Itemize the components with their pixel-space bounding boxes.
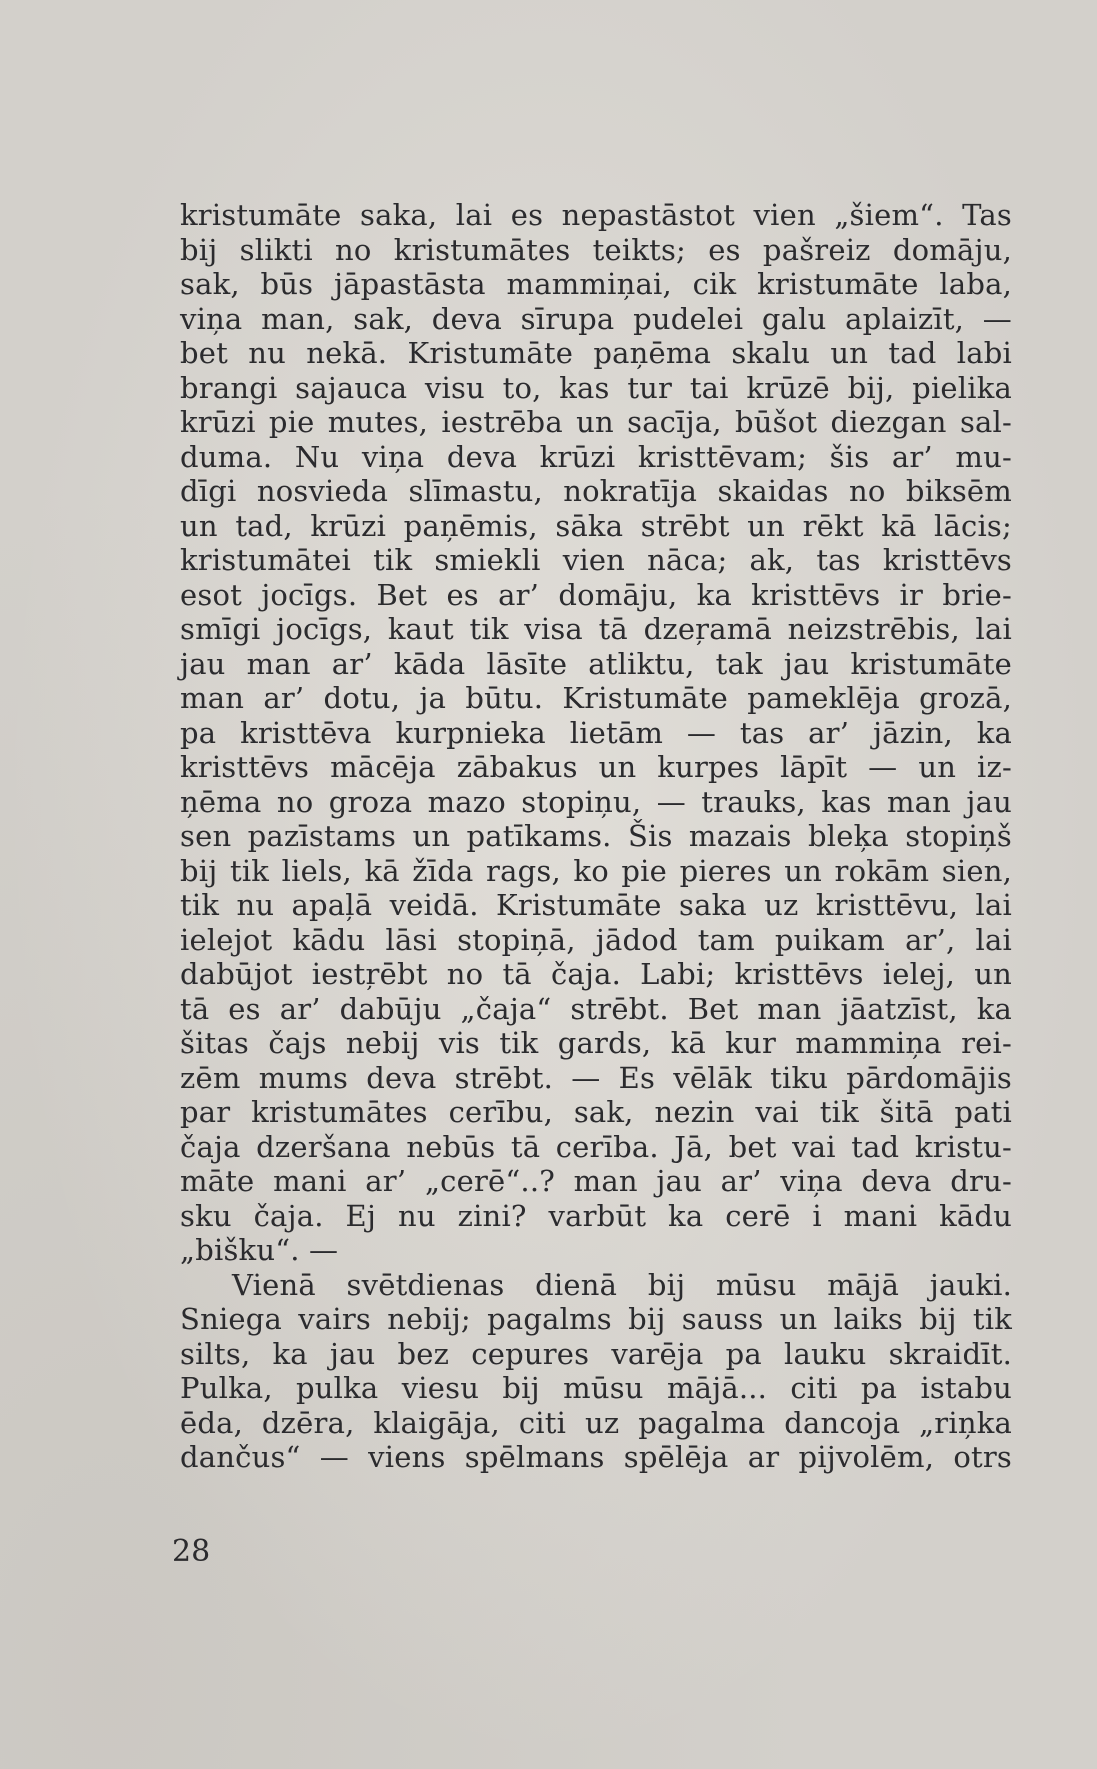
text-line: sku čaja. Ej nu zini? varbūt ka cerē i mani kādu — [180, 1198, 1012, 1233]
text-line: ņēma no groza mazo stopiņu, — trauks, kas man jau — [180, 784, 1012, 819]
text-line: tā es ar’ dabūju „čaja“ strēbt. Bet man jāatzīst, ka — [180, 991, 1012, 1026]
text-line: ielejot kādu lāsi stopiņā, jādod tam puikam ar’, lai — [180, 922, 1012, 957]
body-text — [180, 198, 1012, 1475]
text-line: sak, būs jāpastāsta mammiņai, cik kristumāte laba, — [180, 267, 1012, 301]
text-line: dīgi nosvieda slīmastu, nokratīja skaidas no biksēm — [180, 474, 1012, 508]
page-number: 28 — [172, 1534, 211, 1569]
text-line: man ar’ dotu, ja būtu. Kristumāte pameklēja grozā, — [180, 681, 1012, 715]
text-line: silts, ka jau bez cepures varēja pa lauku skraidīt. — [180, 1336, 1012, 1371]
text-line: tik nu apaļā veidā. Kristumāte saka uz kristtēvu, lai — [180, 888, 1012, 922]
text-line: bij tik liels, kā žīda rags, ko pie pieres un rokām sien, — [180, 853, 1012, 888]
text-line: kristumāte saka, lai es nepastāstot vien „šiem“. Tas — [180, 198, 1012, 232]
text-line: Pulka, pulka viesu bij mūsu mājā... citi pa istabu — [180, 1371, 1012, 1405]
text-line: dabūjot iestŗēbt no tā čaja. Labi; kristtēvs ielej, un — [180, 957, 1012, 991]
text-line: esot jocīgs. Bet es ar’ domāju, ka kristtēvs ir brie- — [180, 577, 1012, 612]
text-line: kristtēvs mācēja zābakus un kurpes lāpīt — un iz- — [180, 750, 1012, 784]
text-line: un tad, krūzi paņēmis, sāka strēbt un rēkt kā lācis; — [180, 508, 1012, 543]
text-line: bet nu nekā. Kristumāte paņēma skalu un tad labi — [180, 336, 1012, 370]
text-line: par kristumātes cerību, sak, nezin vai tik šitā pati — [180, 1095, 1012, 1129]
text-line: zēm mums deva strēbt. — Es vēlāk tiku pārdomājis — [180, 1060, 1012, 1095]
text-line: māte mani ar’ „cerē“..? man jau ar’ viņa deva dru- — [180, 1164, 1012, 1198]
text-line: jau man ar’ kāda lāsīte atliktu, tak jau kristumāte — [180, 646, 1012, 681]
text-line: šitas čajs nebij vis tik gards, kā kur mammiņa rei- — [180, 1026, 1012, 1060]
paragraph-end-line: „bišku“. — — [180, 1233, 339, 1267]
text-line: brangi sajauca visu to, kas tur tai krūzē bij, pielika — [180, 370, 1012, 405]
text-line: krūzi pie mutes, iestrēba un sacīja, būšot diezgan sal- — [180, 405, 1012, 439]
text-line: viņa man, sak, deva sīrupa pudelei galu aplaizīt, — — [180, 301, 1012, 336]
text-line: kristumātei tik smiekli vien nāca; ak, tas kristtēvs — [180, 543, 1012, 577]
text-line: sen pazīstams un patīkams. Šis mazais bleķa stopiņš — [180, 819, 1012, 853]
text-line: dančus“ — viens spēlmans spēlēja ar pijvolēm, otrs — [180, 1440, 1012, 1474]
text-line: duma. Nu viņa deva krūzi kristtēvam; šis ar’ mu- — [180, 439, 1012, 474]
text-line: ēda, dzēra, klaigāja, citi uz pagalma dancoja „riņka — [180, 1405, 1012, 1440]
text-line: čaja dzeršana nebūs tā cerība. Jā, bet vai tad kristu- — [180, 1129, 1012, 1164]
text-line: Sniega vairs nebij; pagalms bij sauss un laiks bij tik — [180, 1302, 1012, 1336]
text-line: bij slikti no kristumātes teikts; es pašreiz domāju, — [180, 232, 1012, 267]
text-line: smīgi jocīgs, kaut tik visa tā dzeŗamā neizstrēbis, lai — [180, 612, 1012, 646]
text-line: pa kristtēva kurpnieka lietām — tas ar’ jāzin, ka — [180, 715, 1012, 750]
paragraph-start-line: Vienā svētdienas dienā bij mūsu mājā jauki. — [232, 1267, 1012, 1302]
